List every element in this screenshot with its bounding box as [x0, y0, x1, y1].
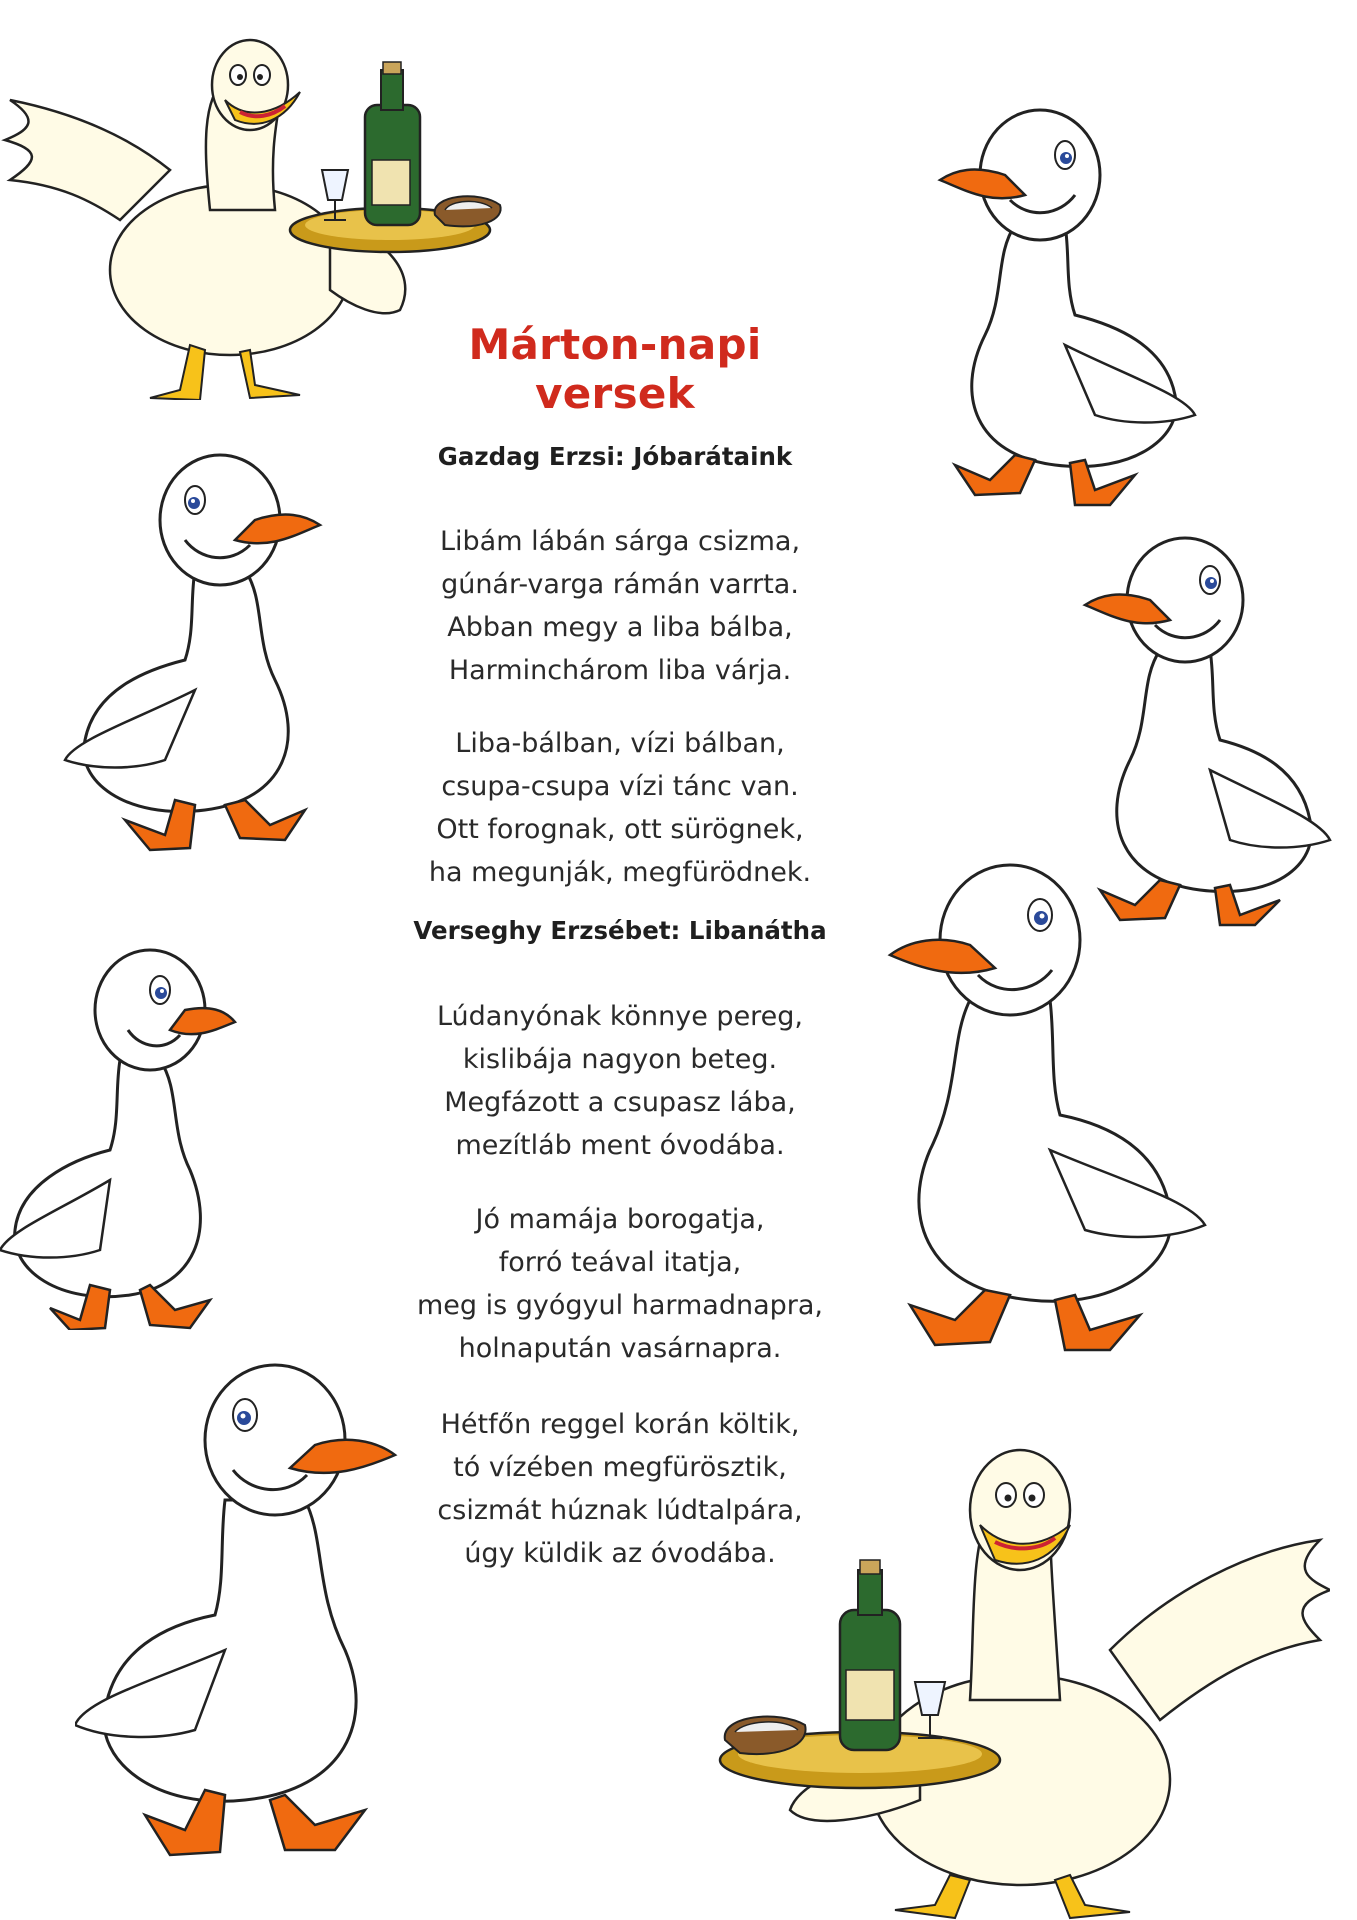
poem-line: Harminchárom liba várja.: [448, 655, 792, 686]
poem-line: kislibája nagyon beteg.: [462, 1044, 778, 1075]
poem-line: Lúdanyónak könnye pereg,: [436, 1001, 804, 1032]
poem-stanza: [380, 722, 860, 894]
poem-line: Jó mamája borogatja,: [475, 1204, 765, 1235]
poem-line: tó vízében megfürösztik,: [453, 1452, 787, 1483]
poem-line: Abban megy a liba bálba,: [447, 612, 793, 643]
poem-line: úgy küldik az óvodába.: [464, 1538, 776, 1569]
poem-line: Hétfőn reggel korán költik,: [440, 1409, 800, 1440]
poem-line: forró teával itatja,: [498, 1247, 742, 1278]
poem-heading: Gazdag Erzsi: Jóbarátaink: [437, 442, 793, 471]
poem-line: gúnár-varga rámán varrta.: [441, 569, 799, 600]
walking-goose-illustration-left-upper: [45, 440, 365, 860]
poem-line: Liba-bálban, vízi bálban,: [455, 728, 785, 759]
poem-line: holnapután vasárnapra.: [458, 1333, 782, 1364]
poem-heading: Verseghy Erzsébet: Libanátha: [413, 916, 827, 945]
walking-goose-illustration-left-middle: [0, 930, 240, 1330]
poem-line: mezítláb ment óvodába.: [455, 1130, 785, 1161]
walking-goose-illustration-left-lower: [75, 1350, 415, 1870]
poem-line: meg is gyógyul harmadnapra,: [416, 1290, 824, 1321]
poem-stanza: [380, 1403, 860, 1575]
poem-stanza: [380, 995, 860, 1167]
walking-goose-illustration-top-right: [895, 95, 1215, 515]
poem-stanza: [380, 1198, 860, 1370]
page-title: Márton-napi versek: [468, 320, 762, 418]
poem-stanza: [380, 520, 860, 692]
poem-line: Ott forognak, ott sürögnek,: [436, 814, 804, 845]
poem-line: ha megunják, megfürödnek.: [428, 857, 812, 888]
poem-line: csupa-csupa vízi tánc van.: [441, 771, 799, 802]
poem-line: Megfázott a csupasz lába,: [444, 1087, 796, 1118]
poem-line: csizmát húznak lúdtalpára,: [437, 1495, 803, 1526]
walking-goose-illustration-right-middle: [860, 850, 1210, 1360]
poem-line: Libám lábán sárga csizma,: [439, 526, 801, 557]
